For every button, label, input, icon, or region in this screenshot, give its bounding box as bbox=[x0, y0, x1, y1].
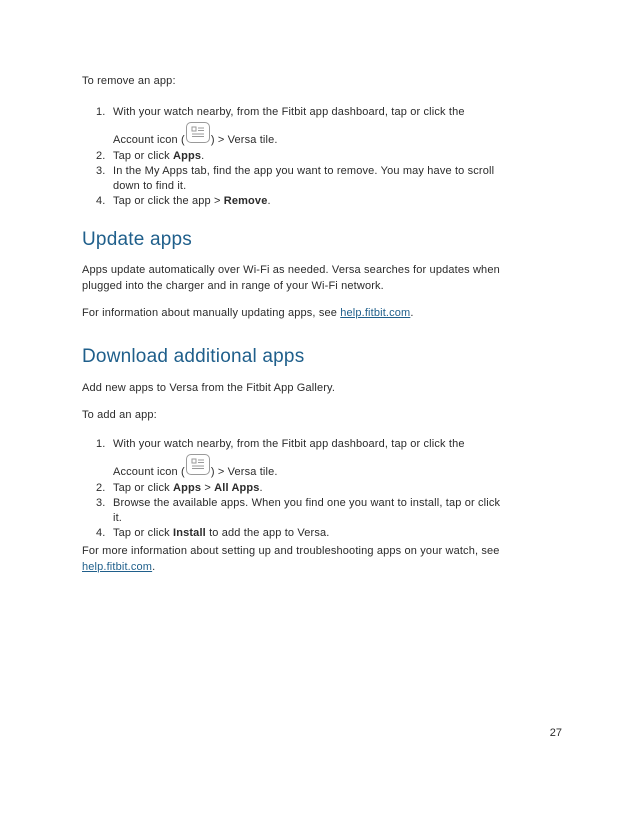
list-item bbox=[82, 194, 562, 209]
paragraph-text: For information about manually updating apps, see bbox=[82, 307, 341, 319]
page-number: 27 bbox=[549, 727, 562, 739]
to-add-intro: To add an app: bbox=[82, 409, 157, 421]
account-icon bbox=[186, 454, 210, 475]
step-text: to add the app to Versa. bbox=[205, 527, 330, 539]
step-text: > bbox=[201, 482, 215, 494]
list-item bbox=[82, 104, 562, 149]
step-text: With your watch nearby, from the Fitbit app dashboard, tap or click the bbox=[113, 438, 465, 450]
step-text: ) > Versa tile. bbox=[210, 134, 278, 146]
install-label: Install bbox=[173, 527, 206, 539]
step-text: . bbox=[259, 482, 263, 494]
step-number: 3. bbox=[96, 165, 106, 177]
step-number: 2. bbox=[96, 482, 106, 494]
step-text: With your watch nearby, from the Fitbit app dashboard, tap or click the bbox=[113, 106, 465, 118]
remove-steps-list bbox=[82, 104, 562, 209]
download-intro: Add new apps to Versa from the Fitbit App Gallery. bbox=[82, 382, 336, 394]
help-fitbit-link[interactable]: help.fitbit.com bbox=[340, 307, 411, 319]
paragraph-text: . bbox=[410, 307, 414, 319]
step-text: Account icon ( bbox=[113, 134, 185, 146]
apps-label: Apps bbox=[173, 150, 202, 162]
list-item bbox=[82, 526, 562, 541]
step-text: . bbox=[201, 150, 205, 162]
step-text: down to find it. bbox=[113, 180, 187, 192]
remove-intro: To remove an app: bbox=[82, 75, 176, 87]
update-info-paragraph bbox=[82, 305, 562, 321]
step-number: 1. bbox=[96, 106, 106, 118]
add-steps-list bbox=[82, 436, 562, 541]
update-paragraph bbox=[82, 262, 562, 294]
step-text: Tap or click bbox=[113, 150, 174, 162]
step-number: 4. bbox=[96, 195, 106, 207]
step-text: Tap or click the app > bbox=[113, 195, 224, 207]
apps-label: Apps bbox=[173, 482, 202, 494]
step-number: 1. bbox=[96, 438, 106, 450]
step-continuation bbox=[113, 128, 562, 149]
all-apps-label: All Apps bbox=[214, 482, 260, 494]
list-item bbox=[82, 164, 562, 194]
paragraph-line: For more information about setting up and troubleshooting apps on your watch, see bbox=[82, 545, 500, 557]
paragraph-line: Apps update automatically over Wi-Fi as needed. Versa searches for updates when bbox=[82, 264, 500, 276]
list-item bbox=[82, 481, 562, 496]
download-apps-heading: Download additional apps bbox=[82, 346, 305, 367]
update-apps-heading: Update apps bbox=[82, 229, 192, 250]
step-text: it. bbox=[113, 512, 123, 524]
list-item bbox=[82, 496, 562, 526]
list-item bbox=[82, 436, 562, 481]
step-number: 2. bbox=[96, 150, 106, 162]
paragraph-text: . bbox=[152, 561, 156, 573]
step-continuation bbox=[113, 460, 562, 481]
step-text: In the My Apps tab, find the app you want to remove. You may have to scroll bbox=[113, 165, 495, 177]
more-info-paragraph bbox=[82, 543, 562, 575]
list-item bbox=[82, 149, 562, 164]
help-fitbit-link[interactable]: help.fitbit.com bbox=[82, 561, 153, 573]
step-text: . bbox=[267, 195, 271, 207]
step-number: 4. bbox=[96, 527, 106, 539]
remove-label: Remove bbox=[223, 195, 268, 207]
step-text: Account icon ( bbox=[113, 466, 185, 478]
step-text: Tap or click bbox=[113, 527, 174, 539]
step-text: Browse the available apps. When you find one you want to install, tap or click bbox=[113, 497, 501, 509]
step-text: Tap or click bbox=[113, 482, 174, 494]
step-text: ) > Versa tile. bbox=[210, 466, 278, 478]
account-icon bbox=[186, 122, 210, 143]
step-number: 3. bbox=[96, 497, 106, 509]
paragraph-line: plugged into the charger and in range of your Wi-Fi network. bbox=[82, 280, 384, 292]
